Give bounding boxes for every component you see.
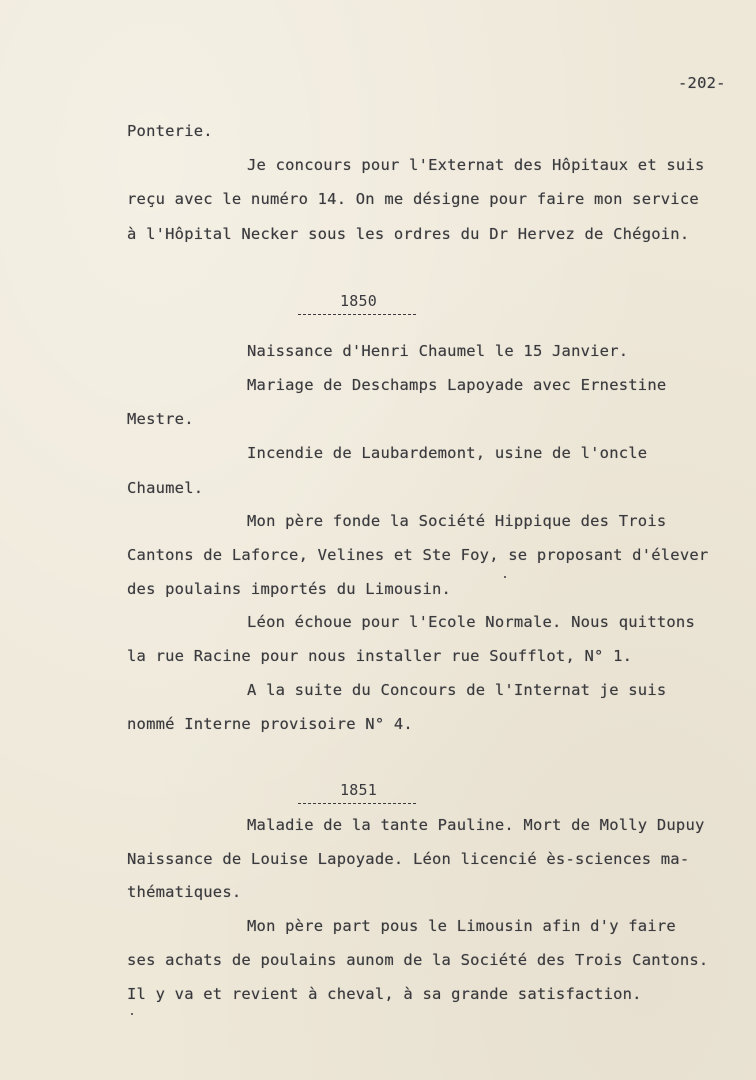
heading-underline: [298, 803, 416, 804]
entry-line: nommé Interne provisoire N° 4.: [127, 715, 413, 733]
entry-line: Mariage de Deschamps Lapoyade avec Ernestine: [247, 376, 667, 394]
entry-line: Incendie de Laubardemont, usine de l'oncle: [247, 444, 648, 462]
page-number: -202-: [678, 74, 726, 92]
entry-line: Maladie de la tante Pauline. Mort de Molly Dupuy: [247, 816, 705, 834]
entry-line: Il y va et revient à cheval, à sa grande satisfaction.: [127, 985, 642, 1003]
entry-line: Mon père part pous le Limousin afin d'y faire: [247, 917, 676, 935]
entry-line: Naissance de Louise Lapoyade. Léon licencié ès-sciences ma-: [127, 850, 690, 868]
entry-line: la rue Racine pour nous installer rue Soufflot, N° 1.: [127, 647, 633, 665]
ink-speck: [131, 1013, 133, 1015]
entry-line: Mon père fonde la Société Hippique des Trois: [247, 512, 667, 530]
entry-line: Cantons de Laforce, Velines et Ste Foy, se proposant d'élever: [127, 546, 709, 564]
ink-speck: [504, 576, 506, 578]
paragraph-line: reçu avec le numéro 14. On me désigne pour faire mon service: [127, 190, 699, 208]
heading-underline: [298, 314, 416, 315]
paragraph-line: à l'Hôpital Necker sous les ordres du Dr Hervez de Chégoin.: [127, 225, 690, 243]
entry-line: ses achats de poulains aunom de la Société des Trois Cantons.: [127, 951, 709, 969]
paragraph-line: Je concours pour l'Externat des Hôpitaux et suis: [247, 156, 705, 174]
year-heading-1851: 1851: [340, 781, 377, 799]
entry-line: A la suite du Concours de l'Internat je suis: [247, 681, 667, 699]
entry-line: Mestre.: [127, 410, 194, 428]
year-heading-1850: 1850: [340, 292, 377, 310]
paragraph-line: Ponterie.: [127, 122, 213, 140]
entry-line: thématiques.: [127, 883, 242, 901]
entry-line: des poulains importés du Limousin.: [127, 580, 452, 598]
entry-line: Chaumel.: [127, 479, 204, 497]
entry-line: Léon échoue pour l'Ecole Normale. Nous quittons: [247, 613, 695, 631]
entry-line: Naissance d'Henri Chaumel le 15 Janvier.: [247, 342, 629, 360]
